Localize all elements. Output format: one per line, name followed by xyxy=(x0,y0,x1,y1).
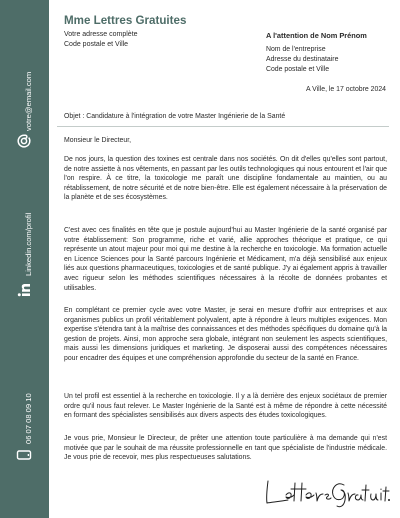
letter-page xyxy=(49,0,400,518)
subject-divider xyxy=(57,126,389,127)
paragraph-3: En complétant ce premier cycle avec votre Master, je serai en mesure d'offrir aux entreprises et aux organismes publics un profil véritablement polyvalent, apte à répondre à leurs multiples exigences. Mon expertise s'étendra tant à la maîtrise des connaissances et des méthodes spécifiques du domaine qu'à la gestion de projets. Ainsi, mon approche sera globale, intégrant non seulement les aspects scientifiques, mais aussi les dimensions juridiques et marketing. Je disposerai aussi des compétences nécessaires pour encadrer des équipes et une compréhension approfondie du secteur de la santé en France. xyxy=(64,307,387,362)
letter-subject: Objet : Candidature à l'intégration de votre Master Ingénierie de la Santé xyxy=(64,113,286,120)
paragraph-4: Un tel profil est essentiel à la recherche en toxicologie. Il y a là derrière des enjeux sociétaux de premier ordre qu'il nous faut relever. Le Master Ingénierie de la Santé est à même de répondre à cette nécessité en formant des spécialistes sensibilisés aux divers aspects des études toxicologiques. xyxy=(64,393,387,420)
paragraph-2: C'est avec ces finalités en tête que je postule aujourd'hui au Master Ingénierie de la santé organisé par votre établissement: Son programme, riche et varié, allie approches théorique et pratique, ce qui représente un atout majeur pour moi qui me destine à la recherche en toxicologie. Ma formation actuelle en Licence Sciences pour la Santé parcours Ingénierie et Médicament, m'a déjà sensibilisé aux enjeux liés aux questions pharmaceutiques, toxicologies et de santé publique. J'y ai également appris à travailler avec rigueur selon les méthodes scientifiques nécessaires à la récolte de données probantes et utilisables. xyxy=(64,227,387,292)
linkedin-icon xyxy=(16,282,32,298)
paragraph-1: De nos jours, la question des toxines est centrale dans nos sociétés. On dit d'elles qu'elles sont partout, de notre assiette à nos vêtements, en passant par les outils technologiques qui nous entourent et l'air que l'on respire. À ce titre, la toxicologie me paraît une discipline fondamentale au maintien, ou au rétablissement, de notre sécurité et de notre bien-être. Elle est également nécessaire à la préservation de la planète et de ses écosystèmes. xyxy=(64,156,387,202)
recipient-company: Nom de l'entreprise xyxy=(266,46,326,53)
sender-city: Code postale et Ville xyxy=(64,41,129,48)
recipient-title: A l'attention de Nom Prénom xyxy=(266,31,367,40)
letter-date: A Ville, le 17 octobre 2024 xyxy=(306,86,386,93)
signature xyxy=(262,473,392,509)
sender-name: Mme Lettres Gratuites xyxy=(64,14,187,27)
sidebar xyxy=(0,0,49,518)
paragraph-5: Je vous prie, Monsieur le Directeur, de prêter une attention toute particulière à ma demande qui n'est motivée que par le souhait de ma réussite professionnelle en tant que spécialiste de l'industrie médicale. Je vous prie de recevoir, mes plus respectueuses salutations. xyxy=(64,435,387,462)
sidebar-linkedin[interactable]: Linkedin.com/profil xyxy=(24,212,33,276)
at-icon xyxy=(16,133,32,149)
recipient-city: Code postale et Ville xyxy=(266,66,330,73)
recipient-address: Adresse du destinataire xyxy=(266,56,339,63)
sidebar-phone[interactable]: 06 07 08 09 10 xyxy=(24,393,33,444)
sidebar-email[interactable]: votre@email.com xyxy=(24,71,33,131)
phone-icon xyxy=(16,447,32,463)
salutation: Monsieur le Directeur, xyxy=(64,137,132,144)
sender-address: Votre adresse complète xyxy=(64,31,138,38)
